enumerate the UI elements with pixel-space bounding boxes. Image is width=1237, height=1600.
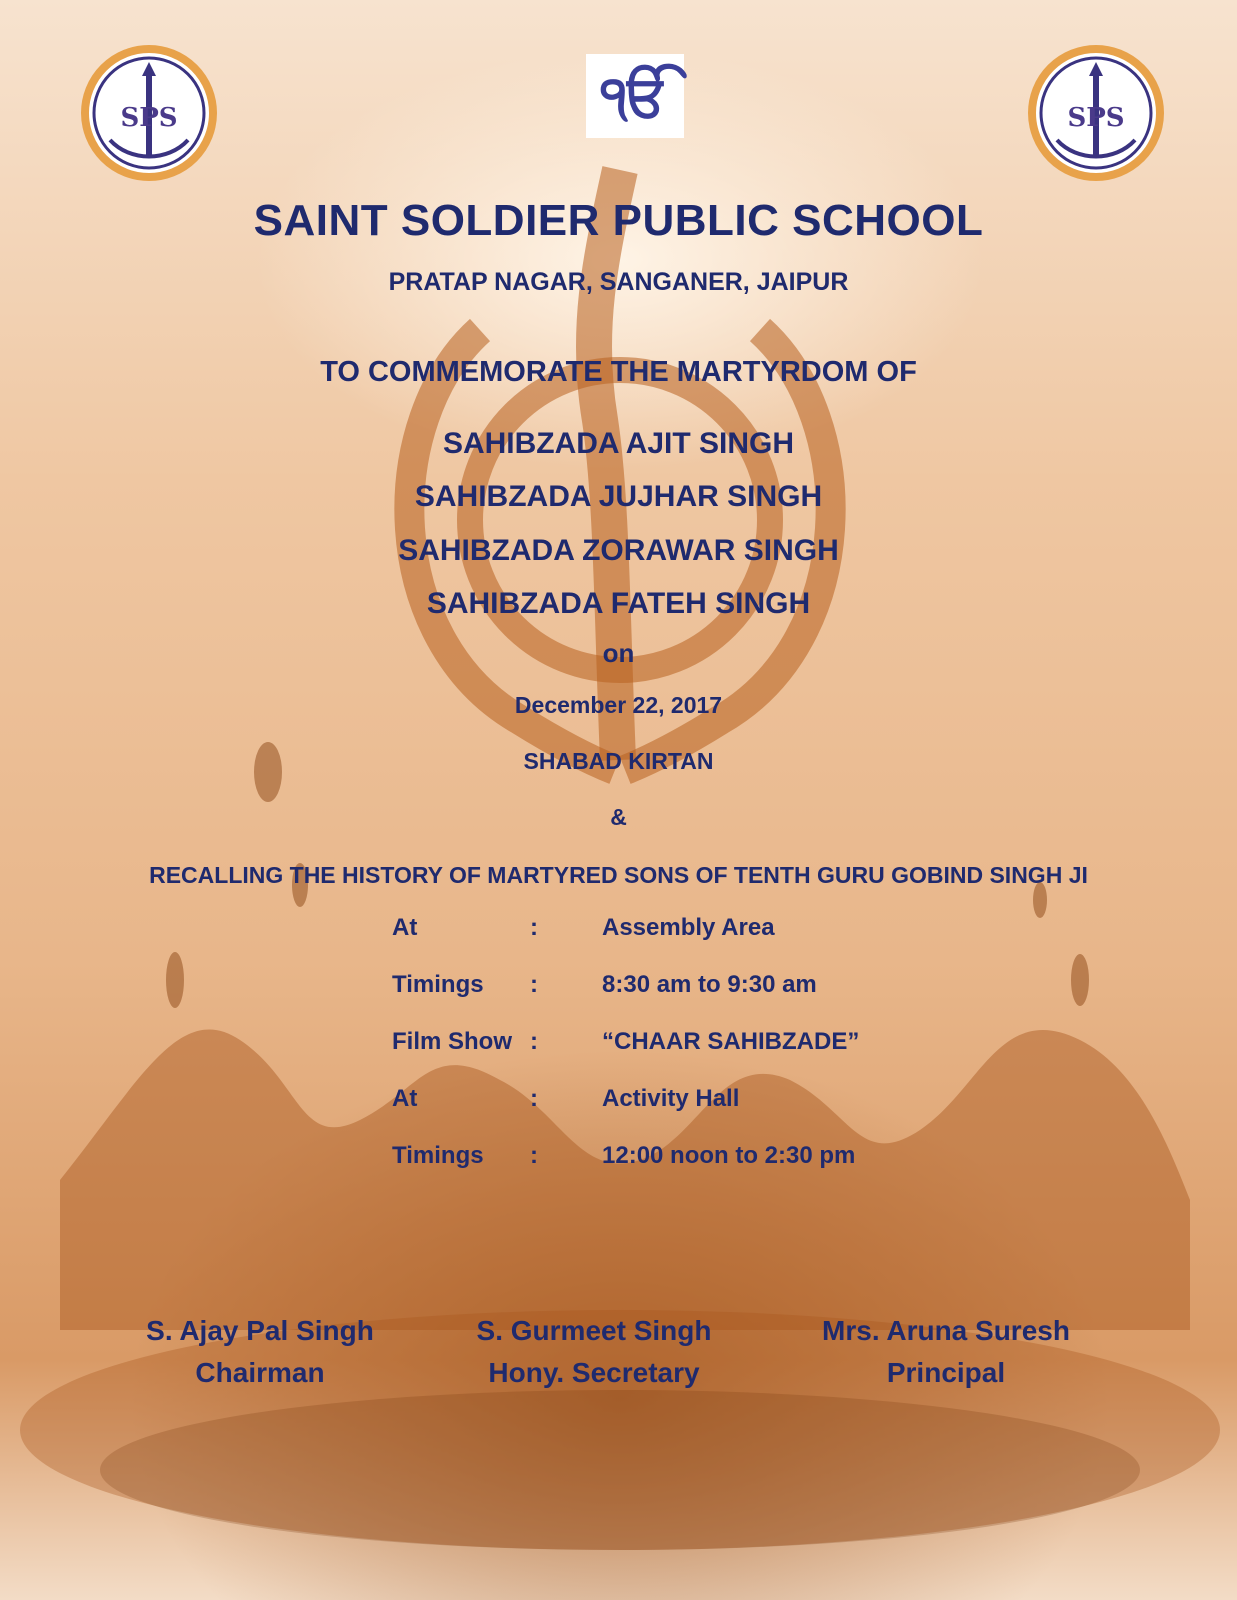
signatory-role: Principal bbox=[886, 1357, 1006, 1388]
schedule-table bbox=[392, 914, 952, 1199]
signatory-name: S. Ajay Pal Singh bbox=[146, 1315, 374, 1346]
schedule-key: Timings bbox=[392, 971, 484, 998]
signatory-role: Chairman bbox=[195, 1357, 325, 1388]
commemoration-heading: TO COMMEMORATE THE MARTYRDOM OF bbox=[320, 356, 917, 388]
svg-text:SPS: SPS bbox=[1067, 103, 1125, 133]
schedule-value: 8:30 am to 9:30 am bbox=[602, 971, 817, 998]
svg-text:SPS: SPS bbox=[120, 103, 178, 133]
on-label: on bbox=[602, 638, 635, 668]
school-crest-right bbox=[1027, 44, 1165, 182]
schedule-key: Film Show bbox=[392, 1028, 512, 1055]
school-crest-left bbox=[80, 44, 218, 182]
schedule-separator: : bbox=[530, 914, 538, 941]
schedule-value: “CHAAR SAHIBZADE” bbox=[602, 1028, 860, 1055]
khanda-watermark bbox=[409, 170, 830, 770]
schedule-row bbox=[392, 971, 952, 1028]
event-history-recall: RECALLING THE HISTORY OF MARTYRED SONS OF TENTH GURU GOBIND SINGH JI bbox=[149, 862, 1088, 888]
schedule-separator: : bbox=[530, 1085, 538, 1112]
signatory-principal bbox=[796, 1310, 1096, 1394]
signatory-name: Mrs. Aruna Suresh bbox=[822, 1315, 1070, 1346]
schedule-separator: : bbox=[530, 971, 538, 998]
schedule-separator: : bbox=[530, 1142, 538, 1169]
martyr-name: SAHIBZADA ZORAWAR SINGH bbox=[398, 534, 839, 567]
martyr-name: SAHIBZADA FATEH SINGH bbox=[426, 587, 811, 620]
schedule-key: At bbox=[392, 1085, 418, 1112]
event-shabad-kirtan: SHABAD KIRTAN bbox=[523, 748, 714, 774]
signatory-name: S. Gurmeet Singh bbox=[476, 1315, 712, 1346]
martyr-name: SAHIBZADA AJIT SINGH bbox=[442, 427, 795, 460]
martyr-name: SAHIBZADA JUJHAR SINGH bbox=[414, 480, 823, 513]
schedule-row bbox=[392, 1085, 952, 1142]
ik-onkar-emblem: ੴ bbox=[586, 54, 684, 138]
ampersand: & bbox=[610, 804, 627, 830]
signatory-secretary bbox=[444, 1310, 744, 1394]
schedule-row bbox=[392, 1028, 952, 1085]
event-date: December 22, 2017 bbox=[514, 692, 723, 718]
schedule-value: 12:00 noon to 2:30 pm bbox=[602, 1142, 856, 1169]
school-name: SAINT SOLDIER PUBLIC SCHOOL bbox=[253, 196, 984, 245]
school-address: PRATAP NAGAR, SANGANER, JAIPUR bbox=[388, 268, 849, 296]
schedule-row bbox=[392, 1142, 952, 1199]
signatory-role: Hony. Secretary bbox=[488, 1357, 700, 1388]
schedule-key: Timings bbox=[392, 1142, 484, 1169]
schedule-value: Activity Hall bbox=[602, 1085, 740, 1112]
schedule-row bbox=[392, 914, 952, 971]
schedule-separator: : bbox=[530, 1028, 538, 1055]
signatory-chairman bbox=[110, 1310, 410, 1394]
schedule-value: Assembly Area bbox=[602, 914, 775, 941]
schedule-key: At bbox=[392, 914, 418, 941]
